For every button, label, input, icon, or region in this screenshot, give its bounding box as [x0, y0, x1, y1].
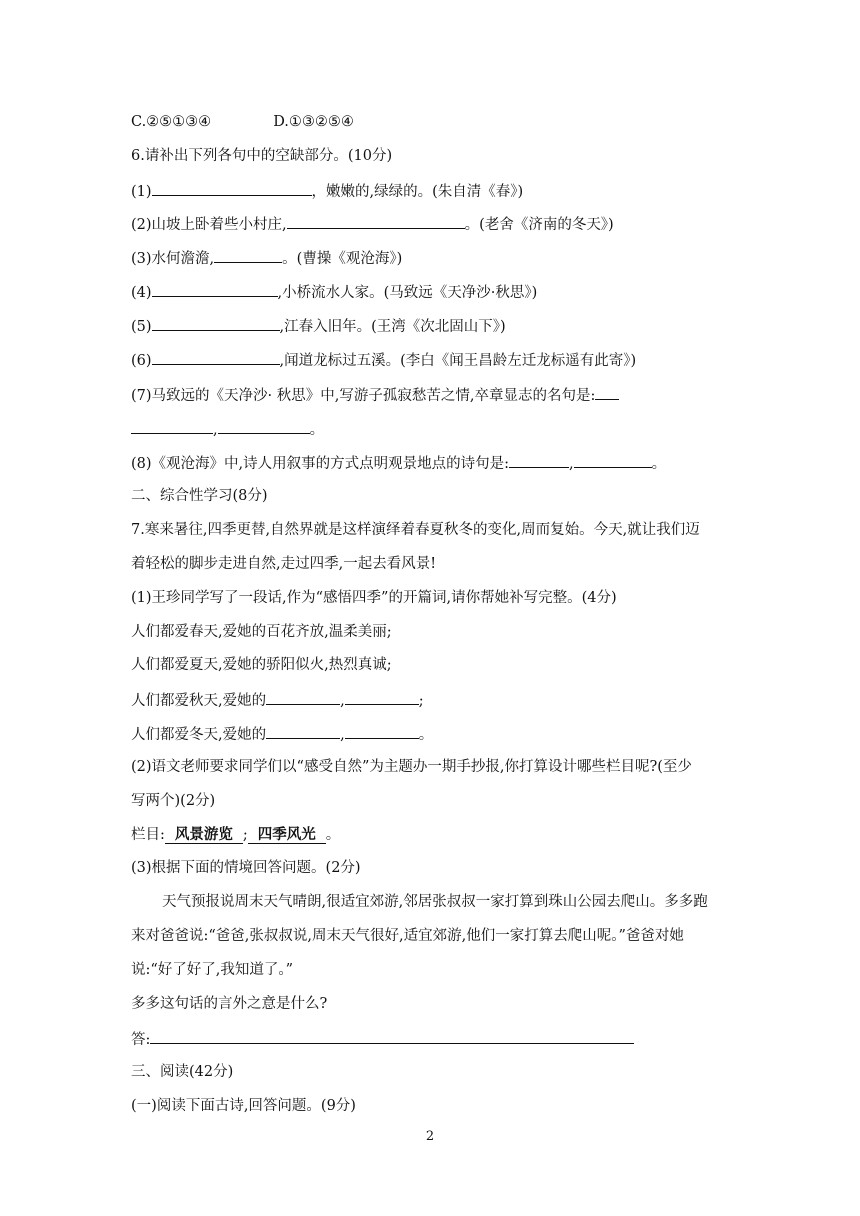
question-7-line-2: 着轻松的脚步走进自然,走过四季,一起去看风景!: [131, 556, 437, 572]
fill-line-7b: , 。: [131, 418, 324, 440]
part-2-line-2: 写两个)(2分): [131, 793, 216, 809]
answer-line: 答:: [131, 1028, 634, 1050]
answer-blank[interactable]: [287, 213, 465, 229]
answer-blank[interactable]: [345, 689, 419, 705]
answer-blank[interactable]: [266, 723, 340, 739]
section-3-title: 三、阅读(42分): [131, 1064, 234, 1080]
story-line-3: 说:“好了好了,我知道了。”: [131, 962, 294, 978]
part-3-title: (3)根据下面的情境回答问题。(2分): [131, 860, 361, 876]
story-line-1: 天气预报说周末天气晴朗,很适宜郊游,邻居张叔叔一家打算到珠山公园去爬山。多多跑: [162, 894, 708, 910]
column-answer-2: 四季风光: [248, 826, 326, 844]
answer-blank[interactable]: [509, 452, 569, 468]
answer-blank[interactable]: [595, 384, 619, 400]
story-question: 多多这句话的言外之意是什么?: [131, 996, 328, 1012]
page-number: 2: [425, 1129, 435, 1144]
answer-blank[interactable]: [131, 418, 213, 434]
fill-line-2: (2)山坡上卧着些小村庄, 。(老舍《济南的冬天》): [131, 213, 614, 235]
reading-1-title: (一)阅读下面古诗,回答问题。(9分): [131, 1098, 356, 1114]
fill-line-5: (5) ,江春入旧年。(王湾《次北固山下》): [131, 315, 506, 337]
spring-line: 人们都爱春天,爱她的百花齐放,温柔美丽;: [131, 624, 392, 640]
fill-line-6: (6) ,闻道龙标过五溪。(李白《闻王昌龄左迁龙标遥有此寄》): [131, 349, 636, 371]
answer-blank[interactable]: [214, 247, 282, 263]
column-answer-1: 风景游览: [165, 826, 243, 844]
fill-line-8: (8)《观沧海》中,诗人用叙事的方式点明观景地点的诗句是: , 。: [131, 452, 666, 474]
fill-line-4: (4) ,小桥流水人家。(马致远《天净沙·秋思》): [131, 281, 537, 303]
answer-blank[interactable]: [150, 1028, 634, 1044]
answer-blank[interactable]: [152, 315, 280, 331]
options-line: [131, 112, 354, 132]
option-d: D.①③②⑤④: [273, 114, 354, 130]
story-line-2: 来对爸爸说:“爸爸,张叔叔说,周末天气很好,适宜郊游,他们一家打算去爬山呢。”爸爸对她: [131, 928, 684, 944]
answer-blank[interactable]: [345, 723, 419, 739]
column-answer-line: 栏目: 风景游览 ; 四季风光 。: [131, 826, 341, 843]
question-7-line-1: 7.寒来暑往,四季更替,自然界就是这样演绎着春夏秋冬的变化,周而复始。今天,就让我们迈: [131, 522, 700, 538]
fill-line-7: (7)马致远的《天净沙· 秋思》中,写游子孤寂愁苦之情,卒章显志的名句是:: [131, 384, 619, 406]
answer-blank[interactable]: [266, 689, 340, 705]
fill-line-1: (1) ，嫩嫩的,绿绿的。(朱自清《春》): [131, 180, 523, 202]
autumn-line: 人们都爱秋天,爱她的 , ;: [131, 689, 424, 711]
answer-blank[interactable]: [152, 281, 278, 297]
winter-line: 人们都爱冬天,爱她的 , 。: [131, 723, 433, 745]
section-2-title: 二、综合性学习(8分): [131, 488, 268, 504]
answer-blank[interactable]: [218, 418, 310, 434]
answer-blank[interactable]: [152, 349, 280, 365]
question-6-title: 6.请补出下列各句中的空缺部分。(10分): [131, 148, 393, 164]
summer-line: 人们都爱夏天,爱她的骄阳似火,热烈真诚;: [131, 657, 392, 673]
answer-blank[interactable]: [574, 452, 652, 468]
option-c: C.②⑤①③④: [131, 114, 212, 130]
fill-line-3: (3)水何澹澹, 。(曹操《观沧海》): [131, 247, 402, 269]
part-1-title: (1)王珍同学写了一段话,作为“感悟四季”的开篇词,请你帮她补写完整。(4分): [131, 590, 617, 606]
part-2-line-1: (2)语文老师要求同学们以“感受自然”为主题办一期手抄报,你打算设计哪些栏目呢?(至少: [131, 759, 692, 775]
answer-blank[interactable]: [152, 180, 312, 196]
